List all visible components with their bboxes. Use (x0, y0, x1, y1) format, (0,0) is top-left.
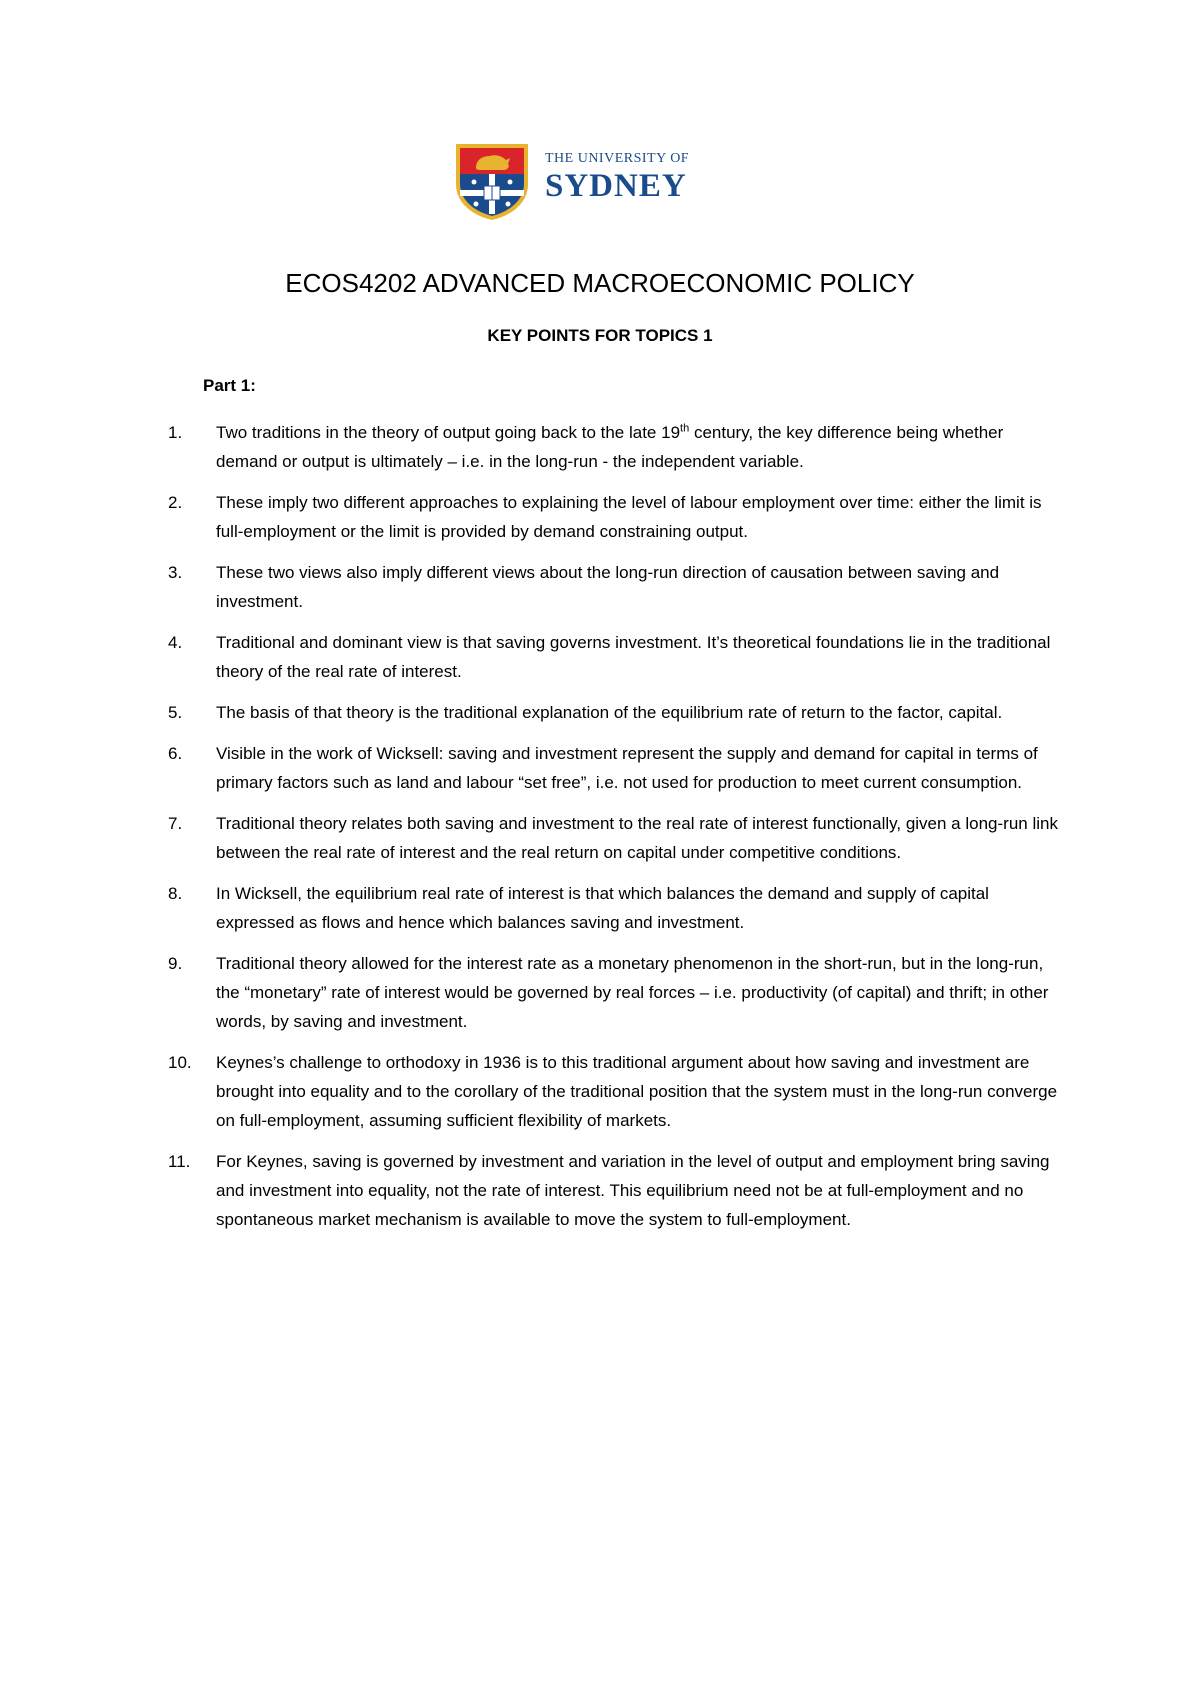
part-heading: Part 1: (203, 376, 256, 395)
list-item (168, 418, 1058, 476)
list-item-number: 1. (168, 423, 183, 442)
list-item (168, 628, 1058, 686)
list-item-text: Traditional and dominant view is that saving governs investment. It’s theoretical foundations lie in the traditional theory of the real rate of interest. (216, 633, 1051, 681)
list-item (168, 879, 1058, 937)
list-item-number: 10. (168, 1053, 192, 1072)
list-item-text (216, 423, 1003, 471)
list-item-number: 6. (168, 744, 183, 763)
list-item-text: Keynes’s challenge to orthodoxy in 1936 is to this traditional argument about how saving and investment are brought into equality and to the corollary of the traditional position that the system must in the long-run converge on full-employment, assuming sufficient flexibility of markets. (216, 1053, 1058, 1130)
list-item (168, 1048, 1058, 1135)
list-item-text: Visible in the work of Wicksell: saving and investment represent the supply and demand for capital in terms of primary factors such as land and labour “set free”, i.e. not used for production to meet current consumption. (216, 744, 1038, 792)
wordmark-line1: THE UNIVERSITY OF (545, 151, 690, 166)
list-item (168, 698, 1058, 727)
list-item-text: These imply two different approaches to explaining the level of labour employment over time: either the limit is full-employment or the limit is provided by demand constraining output. (216, 493, 1042, 541)
list-item (168, 809, 1058, 867)
list-item-number: 7. (168, 814, 183, 833)
university-wordmark (545, 150, 715, 204)
list-item-number: 8. (168, 884, 183, 903)
list-item-text: These two views also imply different views about the long-run direction of causation between saving and investment. (216, 563, 1000, 611)
list-item-text-part: century, the key difference being whether demand or output is ultimately – i.e. in the long-run - the independent variable. (216, 423, 1004, 471)
key-points-list (168, 418, 1058, 1246)
list-item (168, 739, 1058, 797)
list-item (168, 558, 1058, 616)
list-item-number: 5. (168, 703, 183, 722)
list-item-text: Traditional theory relates both saving and investment to the real rate of interest functionally, given a long-run link between the real rate of interest and the real return on capital under competitive conditions. (216, 814, 1058, 862)
list-item-text: Traditional theory allowed for the interest rate as a monetary phenomenon in the short-run, but in the long-run, the “monetary” rate of interest would be governed by real forces – i.e. productivity (of capital) and thrift; in other words, by saving and investment. (216, 954, 1049, 1031)
list-item-text: In Wicksell, the equilibrium real rate of interest is that which balances the demand and supply of capital expressed as flows and hence which balances saving and investment. (216, 884, 989, 932)
university-crest-icon (452, 140, 532, 222)
list-item (168, 949, 1058, 1036)
list-item-number: 11. (168, 1152, 191, 1171)
document-title: ECOS4202 ADVANCED MACROECONOMIC POLICY (285, 268, 915, 298)
list-item (168, 1147, 1058, 1234)
list-item-number: 4. (168, 633, 183, 652)
list-item-number: 2. (168, 493, 183, 512)
list-item-text-part: Two traditions in the theory of output going back to the late 19 (216, 423, 681, 442)
list-item-number: 3. (168, 563, 183, 582)
wordmark-line2: SYDNEY (545, 168, 687, 204)
list-item-text: The basis of that theory is the traditional explanation of the equilibrium rate of return to the factor, capital. (216, 703, 1003, 722)
document-subtitle: KEY POINTS FOR TOPICS 1 (487, 326, 713, 345)
list-item-text: For Keynes, saving is governed by investment and variation in the level of output and employment bring saving and investment into equality, not the rate of interest. This equilibrium need not be at full-employment and no spontaneous market mechanism is available to move the system to full-employment. (216, 1152, 1050, 1229)
list-item (168, 488, 1058, 546)
list-item-number: 9. (168, 954, 183, 973)
superscript: th (680, 422, 690, 435)
